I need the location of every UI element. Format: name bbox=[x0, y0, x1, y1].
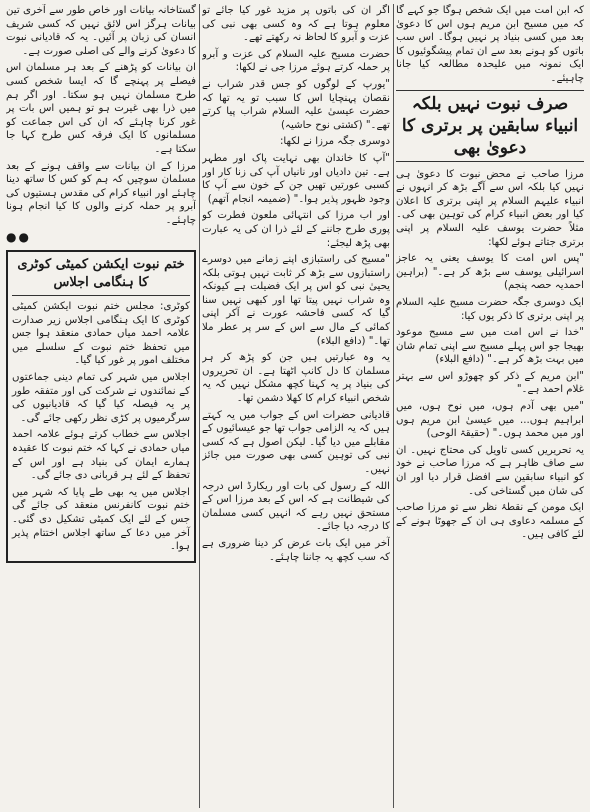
news-paragraph: کوٹری: مجلس ختم نبوت ایکشن کمیٹی کوٹری کا ایک ہنگامی اجلاس زیر صدارت علامہ احمد میاں حمادی منعقد ہوا جس میں تحفظ ختم نبوت کے سلسلے میں مختلف امور پر غور کیا گیا۔ bbox=[12, 301, 190, 367]
paragraph: حضرت مسیح علیہ السلام کی عزت و آبرو پر حملہ کرتے ہوئے مرزا جی نے لکھا: bbox=[202, 48, 390, 74]
news-paragraph: اجلاس میں شہر کی تمام دینی جماعتوں کے نمائندوں نے شرکت کی اور متفقہ طور پر یہ فیصلہ کیا گیا کہ قادیانیوں کی سرگرمیوں پر کڑی نظر رکھی جائے گی۔ bbox=[12, 372, 190, 424]
paragraph: "یورپ کے لوگوں کو جس قدر شراب نے نقصان پہنچایا اس کا سبب تو یہ تھا کہ حضرت عیسیٰ علیہ السلام شراب پیا کرتے تھے۔" (کشتی نوح حاشیہ) bbox=[202, 78, 390, 131]
paragraph: کہ ابن امت میں ایک شخص ہوگا جو کہے گا کہ میں مسیح ابن مریم ہوں اس کا دعویٰ بعد میں کسی بنیاد پر نہیں ہوگا۔ اس سب باتوں کو ہونے بعد سے ان تمام پیشگوئیوں کا ایک نمونہ میں علیحدہ مطالعہ کیا جانا چاہیئے۔ bbox=[396, 5, 584, 84]
ornament-dots: ●● bbox=[6, 229, 31, 244]
paragraph: مرزا کے ان بیانات سے واقف ہونے کے بعد مسلمان سوچیں کہ ہم کو کس کا ساتھ دینا چاہئے اور انبیاء کرام کی مقدس ہستیوں کی آبرو پر حملہ کرنے والوں کا کیا انجام ہونا چاہئے۔ bbox=[6, 160, 196, 226]
paragraph: "پس اس امت کا یوسف یعنی یہ عاجز اسرائیلی یوسف سے بڑھ کر ہے۔" (براہین احمدیہ حصہ پنجم) bbox=[396, 253, 584, 292]
paragraph: یہ تحریریں کسی تاویل کی محتاج نہیں۔ ان سے صاف ظاہر ہے کہ مرزا صاحب نے خود کو انبیاء سابقین سے افضل قرار دیا اور ان کی شان میں گستاخی کی۔ bbox=[396, 444, 584, 497]
paragraph: اگر ان کی باتوں پر مزید غور کیا جائے تو معلوم ہوتا ہے کہ وہ کسی بھی نبی کی عزت و آبرو کا لحاظ نہ رکھتے تھے۔ bbox=[202, 5, 390, 44]
paragraph: ایک دوسری جگہ حضرت مسیح علیہ السلام پر اپنی برتری کا ذکر یوں کیا: bbox=[396, 296, 584, 322]
news-headline: ختم نبوت ایکشن کمیٹی کوٹری کا ہنگامی اجلاس bbox=[12, 256, 190, 296]
column-divider bbox=[393, 4, 394, 808]
right-column bbox=[396, 4, 584, 808]
paragraph: "آپ کا خاندان بھی نہایت پاک اور مطہر ہے۔ تین دادیاں اور نانیاں آپ کی زنا کار اور کسبی عورتیں تھیں جن کے خون سے آپ کا وجود ظہور پذیر ہوا۔" (ضمیمہ انجام آتھم) bbox=[202, 152, 390, 205]
news-paragraph: اجلاس سے خطاب کرتے ہوئے علامہ احمد میاں حمادی نے کہا کہ ختم نبوت کا عقیدہ ہمارے ایمان کی بنیاد ہے اور اس کے تحفظ کے لئے ہر قربانی دی جائے گی۔ bbox=[12, 429, 190, 482]
paragraph: "خدا نے اس امت میں سے مسیح موعود بھیجا جو اس پہلے مسیح سے اپنی تمام شان میں بہت بڑھ کر ہے۔" (دافع البلاء) bbox=[396, 327, 584, 366]
paragraph: قادیانی حضرات اس کے جواب میں یہ کہتے ہیں کہ یہ الزامی جواب تھا جو عیسائیوں کے مقابلے میں دیا گیا۔ لیکن اصول ہے کہ کسی نبی کی توہین کسی بھی صورت میں جائز نہیں۔ bbox=[202, 409, 390, 475]
news-box bbox=[6, 250, 196, 563]
paragraph: "مسیح کی راستبازی اپنے زمانے میں دوسرے راستبازوں سے بڑھ کر ثابت نہیں ہوتی بلکہ یحییٰ نبی کو اس پر ایک فضیلت ہے کیونکہ وہ شراب نہیں پیتا تھا اور کبھی نہیں سنا گیا کہ کسی فاحشہ عورت نے آکر اپنی کمائی کے مال سے اس کے سر پر عطر ملا تھا۔" (دافع البلاء) bbox=[202, 254, 390, 347]
paragraph: یہ وہ عبارتیں ہیں جن کو پڑھ کر ہر مسلمان کا دل کانپ اٹھتا ہے۔ ان تحریروں کی بنیاد پر یہ کہنا کچھ مشکل نہیں کہ یہ شخص انبیاء کرام کا کھلا دشمن تھا۔ bbox=[202, 352, 390, 405]
paragraph: اور اب مرزا کی انتہائی ملعون فطرت کو پوری طرح جاننے کے لئے ذرا ان کی یہ عبارت بھی پڑھ لیجئے: bbox=[202, 210, 390, 249]
paragraph: گستاخانہ بیانات اور خاص طور سے آخری تین بیانات ہرگز اس لائق نہیں کہ کسی شریف انسان کی زبان پر آئیں۔ یہ کہ قادیانی نبوت کا دعویٰ کرنے والے کی اصلی صورت ہے۔ bbox=[6, 5, 196, 57]
column-divider bbox=[199, 4, 200, 808]
paragraph: مرزا صاحب نے محض نبوت کا دعویٰ ہی نہیں کیا بلکہ اس سے آگے بڑھ کر انہوں نے انبیاء علیہم السلام پر اپنی برتری کا اعلان کیا اور بعض انبیاء کرام کی توہین بھی کی۔ مثلاً حضرت یوسف علیہ السلام پر اپنی برتری جتاتے ہوئے لکھا: bbox=[396, 168, 584, 248]
news-paragraph: اجلاس میں یہ بھی طے پایا کہ شہر میں ختم نبوت کانفرنس منعقد کی جائے گی جس کے لئے ایک کمیٹی تشکیل دی گئی۔ آخر میں دعا کے ساتھ اجلاس اختتام پذیر ہوا۔ bbox=[12, 486, 190, 553]
left-column bbox=[6, 4, 196, 808]
paragraph: ان بیانات کو پڑھنے کے بعد ہر مسلمان اس فیصلے پر پہنچے گا کہ ایسا شخص کسی طرح مسلمان نہیں ہو سکتا۔ اور اگر ہم میں ذرا بھی غیرت ہو تو ہمیں اس بات پر غور کرنا چاہئے کہ ان کی اس جماعت کو مسلمانوں کا ایک فرقہ کس طرح کہا جا سکتا ہے۔ bbox=[6, 62, 196, 155]
paragraph: ایک مومن کے نقطۂ نظر سے تو مرزا صاحب کے مسلمہ دعاوی ہی ان کے جھوٹا ہونے کے لئے کافی ہیں۔ bbox=[396, 502, 584, 541]
section-headline: صرف نبوت نہیں بلکہ انبیاء سابقین پر برتری کا دعویٰ بھی bbox=[396, 90, 584, 162]
paragraph: "ابن مریم کے ذکر کو چھوڑو اس سے بہتر غلام احمد ہے۔" bbox=[396, 370, 584, 396]
paragraph: آخر میں ایک بات عرض کر دینا ضروری ہے کہ سب کچھ یہ جاننا چاہئے۔ bbox=[202, 537, 390, 563]
paragraph: "میں بھی آدم ہوں، میں نوح ہوں، میں ابراہیم ہوں... میں عیسیٰ ابن مریم ہوں اور میں محمد ہوں۔" (حقیقۃ الوحی) bbox=[396, 401, 584, 440]
paragraph: دوسری جگہ مرزا نے لکھا: bbox=[279, 136, 390, 148]
middle-column bbox=[202, 4, 390, 808]
paragraph: اللہ کے رسول کی بات اور ریکارڈ اس درجہ کی شیطانت ہے کہ اس کے بعد مرزا اس کے مستحق نہیں رہے کہ انہیں کسی مسلمان کا درجہ دیا جائے۔ bbox=[202, 480, 390, 533]
